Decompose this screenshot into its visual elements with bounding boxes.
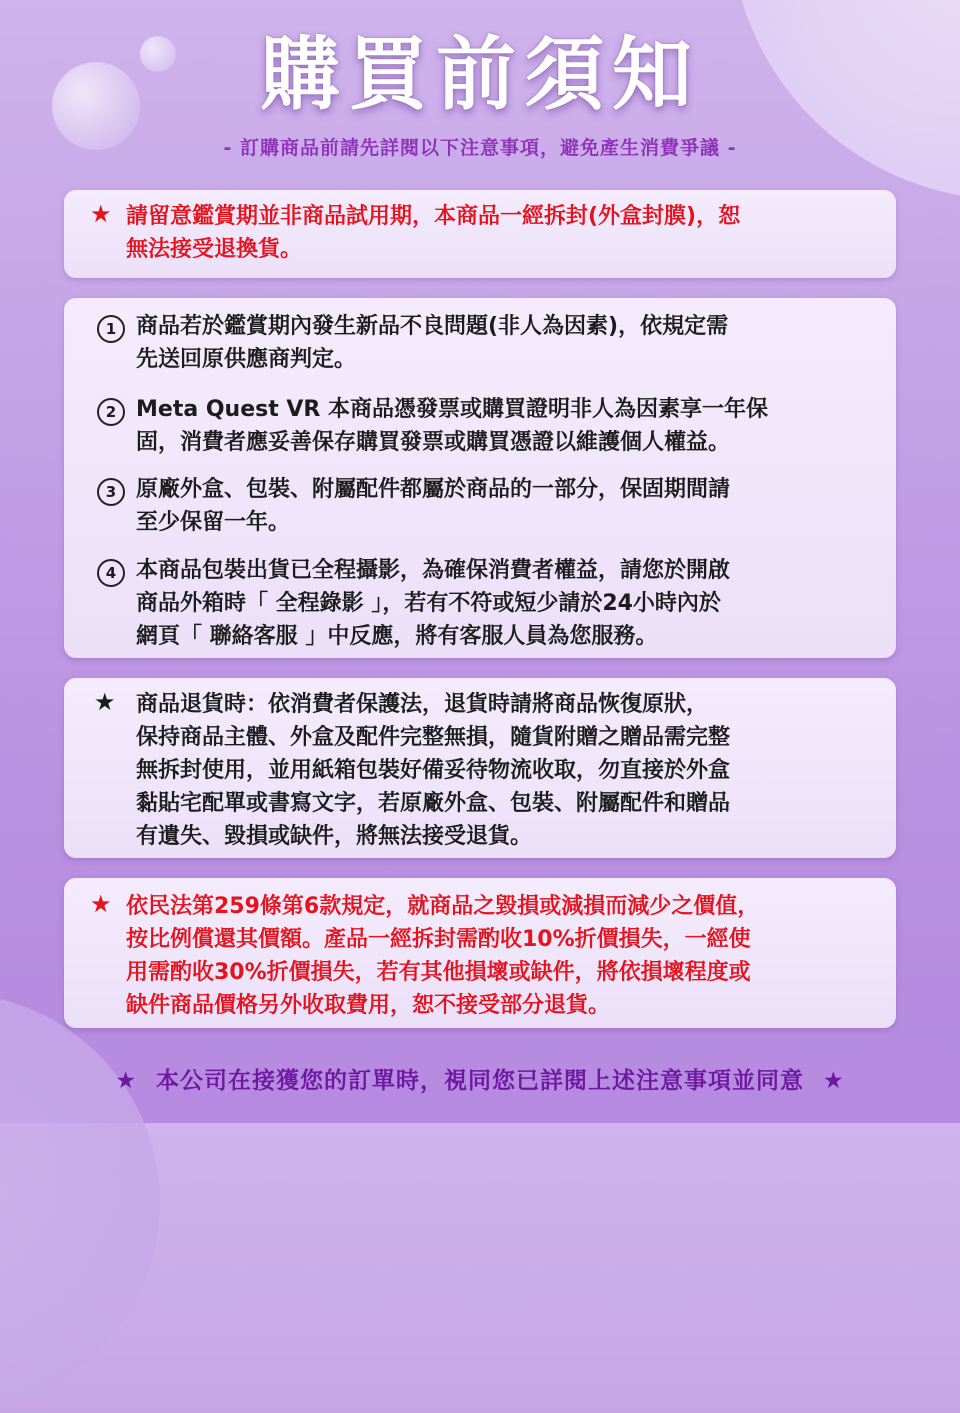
star-icon: ★ [823, 1068, 845, 1094]
footer-text: 本公司在接獲您的訂單時，視同您已詳閱上述注意事項並同意 [156, 1068, 804, 1094]
star-icon: ★ [90, 890, 112, 918]
returns-card [64, 678, 896, 858]
notice-line: 無法接受退換貨。 [126, 237, 303, 262]
term-line: 至少保留一年。 [136, 510, 291, 535]
number-4-icon: 4 [97, 559, 125, 587]
notice-line: 請留意鑑賞期並非商品試用期，本商品一經拆封(外盒封膜)，恕 [126, 204, 741, 229]
law-line: 缺件商品價格另外收取費用，恕不接受部分退貨。 [126, 993, 611, 1018]
page-subtitle: - 訂購商品前請先詳閱以下注意事項，避免產生消費爭議 - [223, 137, 737, 159]
returns-line: 無拆封使用，並用紙箱包裝好備妥待物流收取，勿直接於外盒 [136, 758, 731, 783]
civil-law-card [64, 878, 896, 1028]
term-line: 先送回原供應商判定。 [136, 347, 357, 372]
returns-line: 黏貼宅配單或書寫文字，若原廠外盒、包裝、附屬配件和贈品 [136, 791, 731, 816]
footer-statement [0, 1062, 960, 1095]
page-title: 購買前須知 [260, 28, 700, 121]
law-line: 用需酌收30%折價損失，若有其他損壞或缺件，將依損壞程度或 [126, 960, 751, 985]
decorative-circle-bottom [0, 993, 160, 1413]
term-line: 網頁「 聯絡客服 」中反應，將有客服人員為您服務。 [136, 624, 658, 649]
notice-card-appreciation-period [64, 190, 896, 278]
number-1-icon: 1 [97, 315, 125, 343]
terms-card [64, 298, 896, 658]
term-line: 本商品包裝出貨已全程攝影，為確保消費者權益，請您於開啟 [136, 558, 731, 583]
term-line: 商品外箱時「 全程錄影 」，若有不符或短少請於24小時內於 [136, 591, 721, 616]
returns-line: 有遺失、毀損或缺件，將無法接受退貨。 [136, 824, 533, 849]
law-line: 按比例償還其價額。產品一經拆封需酌收10%折價損失，一經使 [126, 927, 751, 952]
term-line: Meta Quest VR 本商品憑發票或購買證明非人為因素享一年保 [136, 397, 769, 422]
term-line: 商品若於鑑賞期內發生新品不良問題(非人為因素)，依規定需 [136, 314, 729, 339]
number-2-icon: 2 [97, 398, 125, 426]
star-icon: ★ [90, 200, 112, 228]
law-line: 依民法第259條第6款規定，就商品之毀損或減損而減少之價值， [126, 894, 760, 919]
returns-line: 保持商品主體、外盒及配件完整無損，隨貨附贈之贈品需完整 [136, 725, 731, 750]
term-line: 原廠外盒、包裝、附屬配件都屬於商品的一部分，保固期間請 [136, 477, 731, 502]
term-line: 固，消費者應妥善保存購買發票或購買憑證以維護個人權益。 [136, 430, 731, 455]
star-icon: ★ [94, 688, 116, 716]
returns-line: 商品退貨時：依消費者保護法，退貨時請將商品恢復原狀， [136, 692, 709, 717]
number-3-icon: 3 [97, 478, 125, 506]
star-icon: ★ [115, 1068, 137, 1094]
